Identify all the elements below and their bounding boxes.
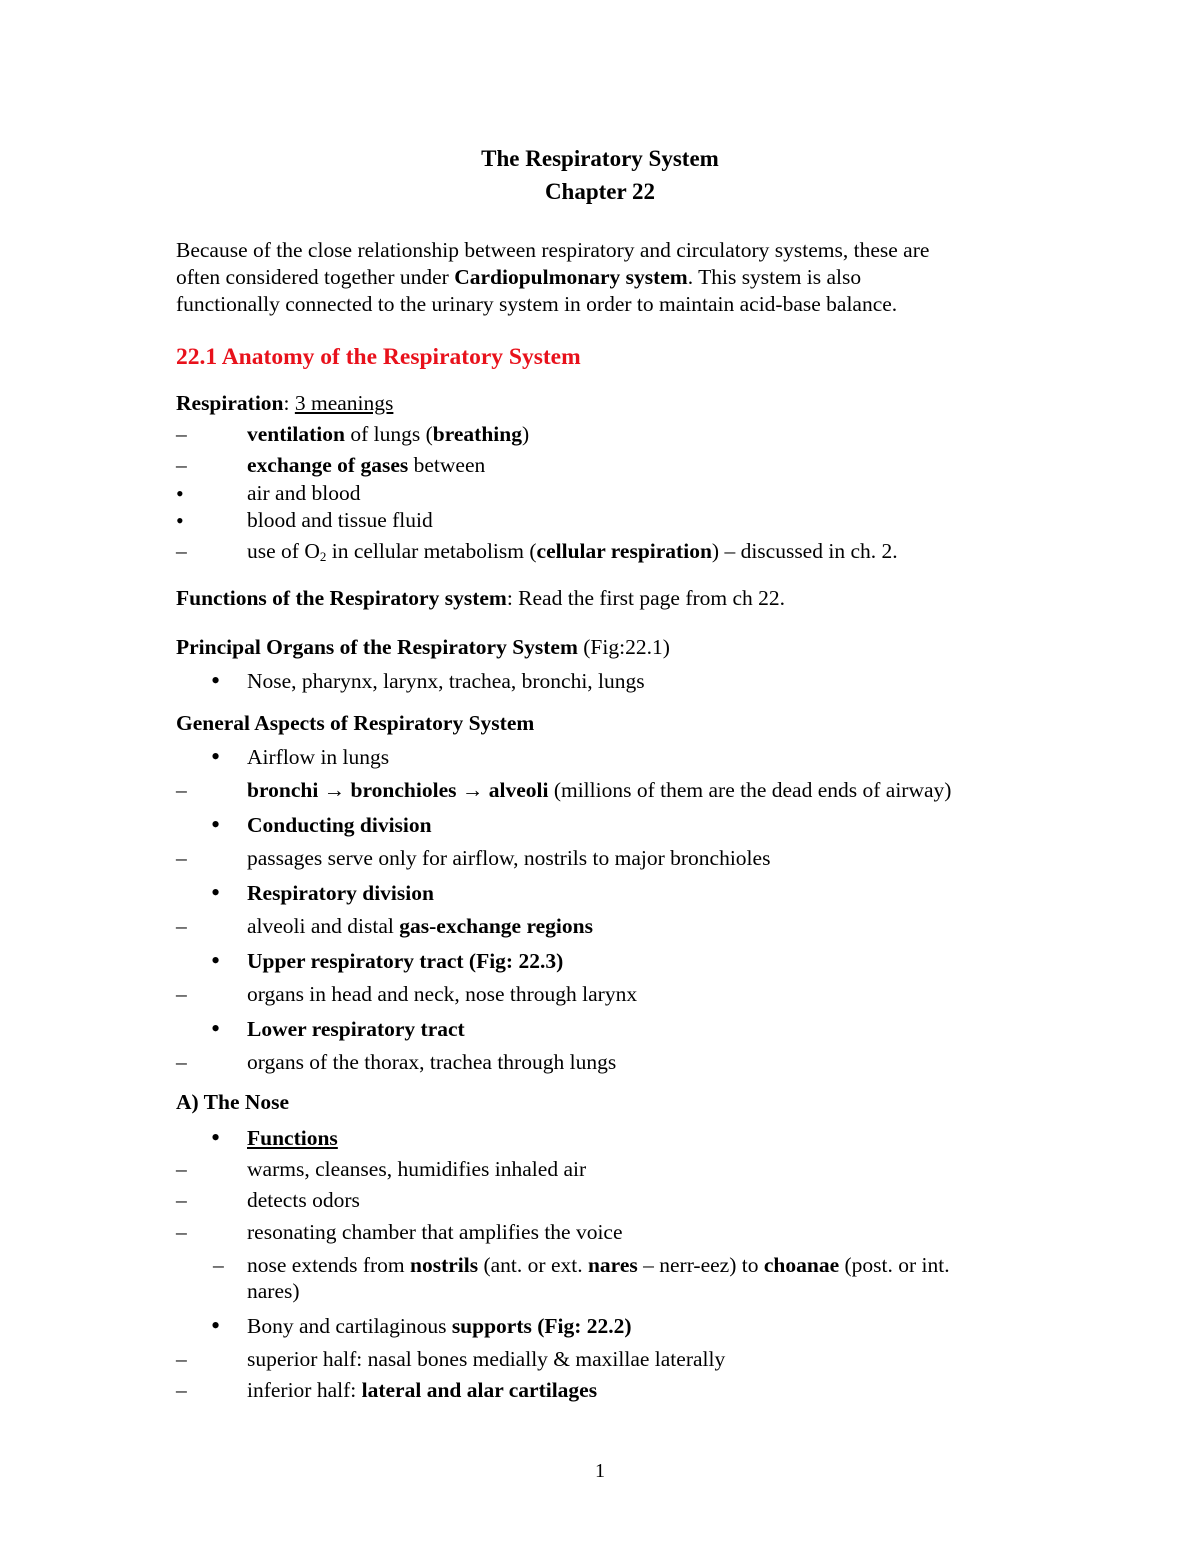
dash-marker: – <box>176 846 187 870</box>
list-item: Upper respiratory tract (Fig: 22.3) <box>247 949 564 973</box>
bullet-marker: • <box>211 878 221 907</box>
list-item: passages serve only for airflow, nostrils to major bronchioles <box>247 846 771 870</box>
list-item: bronchi → bronchioles → alveoli (millions of them are the dead ends of airway) <box>247 778 952 802</box>
bullet-marker: • <box>211 666 221 695</box>
bullet-marker: • <box>176 481 184 506</box>
list-item: Airflow in lungs <box>247 745 390 769</box>
bullet-marker: • <box>211 946 221 975</box>
dash-marker: – <box>176 1220 187 1244</box>
list-item-continuation: nares) <box>247 1279 300 1303</box>
list-item: organs of the thorax, trachea through lungs <box>247 1050 617 1074</box>
dash-marker: – <box>176 1188 187 1212</box>
list-item: Respiratory division <box>247 881 434 905</box>
dash-marker: – <box>176 453 187 477</box>
section-heading: 22.1 Anatomy of the Respiratory System <box>176 344 581 370</box>
intro-line-3: functionally connected to the urinary system in order to maintain acid-base balance. <box>176 292 898 316</box>
bullet-marker: • <box>211 742 221 771</box>
list-item: superior half: nasal bones medially & maxillae laterally <box>247 1347 726 1371</box>
list-item: inferior half: lateral and alar cartilages <box>247 1378 598 1402</box>
list-item: ventilation of lungs (breathing) <box>247 422 530 446</box>
dash-marker: – <box>176 778 187 802</box>
dash-marker: – <box>176 1157 187 1181</box>
bullet-marker: • <box>211 1123 221 1152</box>
dash-marker: – <box>213 1253 224 1277</box>
bullet-marker: • <box>211 1014 221 1043</box>
nose-heading: A) The Nose <box>176 1090 290 1114</box>
page-title: The Respiratory System <box>481 146 719 171</box>
respiration-heading: Respiration: 3 meanings <box>176 391 394 415</box>
dash-marker: – <box>176 1347 187 1371</box>
functions-line: Functions of the Respiratory system: Read the first page from ch 22. <box>176 586 786 610</box>
bullet-marker: • <box>211 1311 221 1340</box>
list-item: resonating chamber that amplifies the voice <box>247 1220 623 1244</box>
chapter-heading: Chapter 22 <box>544 179 656 204</box>
dash-marker: – <box>176 1378 187 1402</box>
dash-marker: – <box>176 539 187 563</box>
list-item: blood and tissue fluid <box>247 508 433 532</box>
list-item: nose extends from nostrils (ant. or ext. nares – nerr-eez) to choanae (post. or int. <box>247 1253 950 1277</box>
list-item: exchange of gases between <box>247 453 486 477</box>
list-item: organs in head and neck, nose through larynx <box>247 982 638 1006</box>
list-item: Lower respiratory tract <box>247 1017 465 1041</box>
list-item: use of $O_2$ in cellular metabolism (cellular respiration) – discussed in ch. 2. <box>247 539 898 564</box>
list-item: Nose, pharynx, larynx, trachea, bronchi, lungs <box>247 669 645 693</box>
list-item: Functions <box>247 1126 338 1150</box>
dash-marker: – <box>176 914 187 938</box>
list-item: air and blood <box>247 481 361 505</box>
page-number: 1 <box>595 1460 605 1482</box>
intro-line-2: often considered together under Cardiopulmonary system. This system is also <box>176 265 862 289</box>
list-item: warms, cleanses, humidifies inhaled air <box>247 1157 587 1181</box>
list-item: detects odors <box>247 1188 360 1212</box>
dash-marker: – <box>176 422 187 446</box>
dash-marker: – <box>176 1050 187 1074</box>
bullet-marker: • <box>176 508 184 533</box>
bullet-marker: • <box>211 810 221 839</box>
organs-heading: Principal Organs of the Respiratory System (Fig:22.1) <box>176 635 670 659</box>
dash-marker: – <box>176 982 187 1006</box>
list-item: Conducting division <box>247 813 432 837</box>
general-heading: General Aspects of Respiratory System <box>176 711 535 735</box>
intro-line-1: Because of the close relationship between respiratory and circulatory systems, these are <box>176 238 930 262</box>
list-item: alveoli and distal gas-exchange regions <box>247 914 593 938</box>
list-item: Bony and cartilaginous supports (Fig: 22.2) <box>247 1314 632 1338</box>
